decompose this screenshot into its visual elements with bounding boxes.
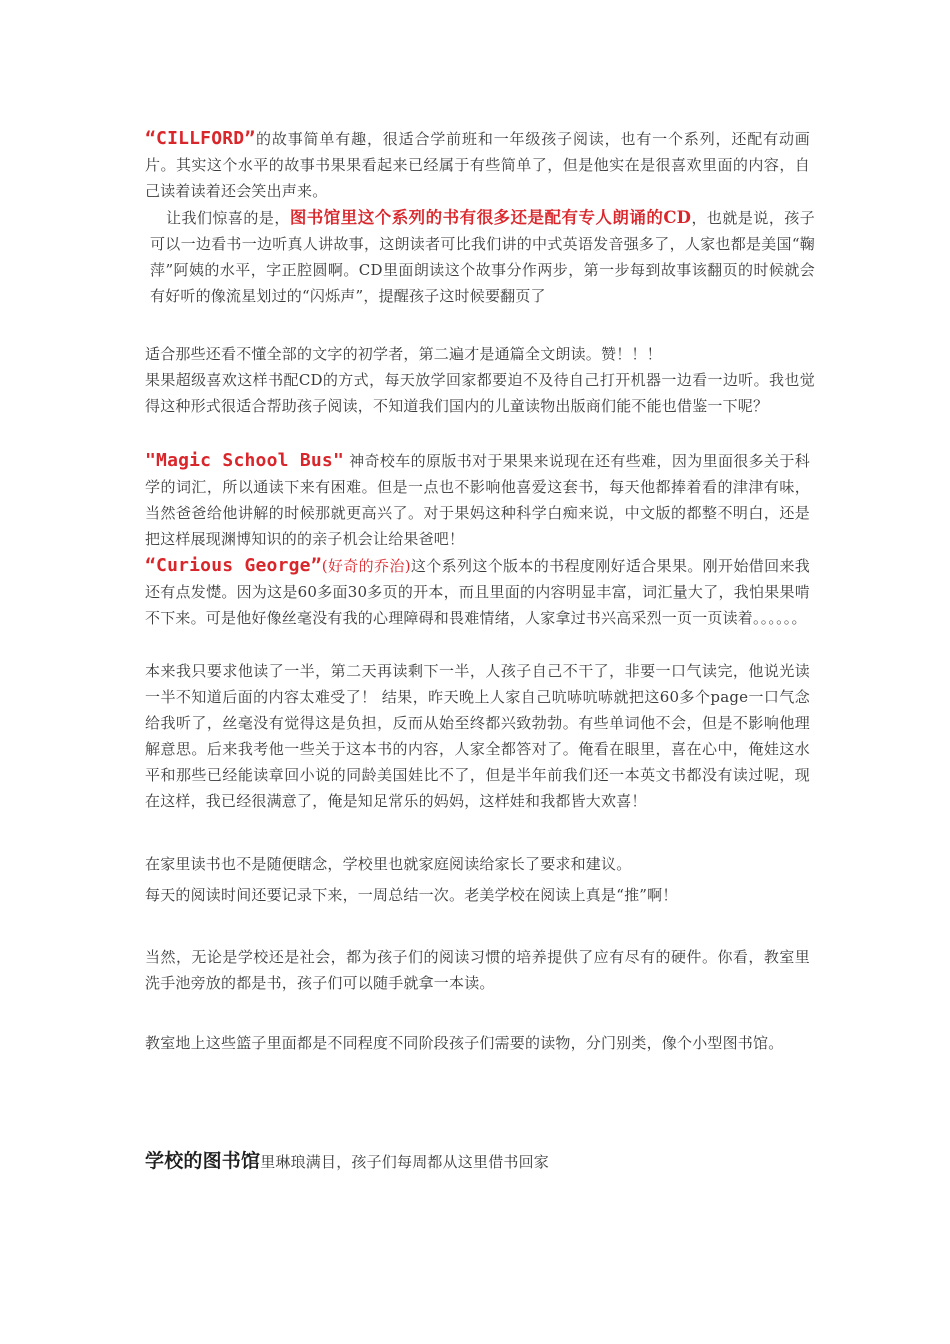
paragraph-cd-method xyxy=(145,367,815,419)
home-reading-text: 在家里读书也不是随便瞎念，学校里也就家庭阅读给家长了要求和建议。 xyxy=(145,855,632,873)
classroom-books-text: 当然，无论是学校还是社会，都为孩子们的阅读习惯的培养提供了应有尽有的硬件。你看，教室里洗手池旁放的都是书，孩子们可以随手就拿一本读。 xyxy=(145,948,810,992)
paragraph-classroom-books xyxy=(145,944,810,996)
library-cd-text: ，也就是说，孩子可以一边看书一边听真人讲故事，这朗读者可比我们讲的中式英语发音强多了，人家也都是美国“鞠萍”阿姨的水平，字正腔圆啊。CD里面朗读这个故事分作两步，第一步每到故事该翻页的时候就会有好听的像流星划过的“闪烁声”，提醒孩子这时候要翻页了 xyxy=(150,209,815,305)
clifford-title: “CILLFORD” xyxy=(145,128,256,149)
clifford-text: 的故事简单有趣，很适合学前班和一年级孩子阅读，也有一个系列，还配有动画片。其实这个水平的故事书果果看起来已经属于有些简单了，但是他实在是很喜欢里面的内容，自己读着读着还会笑出声来。 xyxy=(145,130,810,200)
curious-george-title: “Curious George” xyxy=(145,555,322,576)
curious-george-text: 这个系列这个版本的书程度刚好适合果果。刚开始借回来我还有点发憷。因为这是60多面30多页的开本，而且里面的内容明显丰富，词汇量大了，我怕果果啃不下来。可是他好像丝毫没有我的心理障碍和畏难情绪，人家拿过书兴高采烈一页一页读着。。。。。。 xyxy=(145,557,810,627)
cd-method-text: 果果超级喜欢这样书配CD的方式，每天放学回家都要迫不及待自己打开机器一边看一边听。我也觉得这种形式很适合帮助孩子阅读，不知道我们国内的儿童读物出版商们能不能也借鉴一下呢？ xyxy=(145,371,815,415)
baskets-text: 教室地上这些篮子里面都是不同程度不同阶段孩子们需要的读物，分门别类，像个小型图书馆。 xyxy=(145,1034,784,1052)
beginners-text: 适合那些还看不懂全部的文字的初学者，第二遍才是通篇全文朗读。赞！！！ xyxy=(145,345,662,363)
finished-reading-text: 本来我只要求他读了一半，第二天再读剩下一半，人孩子自己不干了，非要一口气读完，他说光读一半不知道后面的内容太难受了！ 结果，昨天晚上人家自己吭哧吭哧就把这60多个page一口气念给我听了，丝毫没有觉得这是负担，反而从始至终都兴致勃勃。有些单词他不会，但是不影响他理解意思。后来我考他一些关于这本书的内容，人家全都答对了。俺看在眼里，喜在心中，俺娃这水平和那些已经能读章回小说的同龄美国娃比不了，但是半年前我们还一本英文书都没有读过呢，现在这样，我已经很满意了，俺是知足常乐的妈妈，这样娃和我都皆大欢喜！ xyxy=(145,662,810,810)
curious-george-subtitle: (好奇的乔治) xyxy=(321,557,411,575)
paragraph-clifford xyxy=(145,126,810,204)
paragraph-school-library xyxy=(145,1148,810,1175)
paragraph-beginners xyxy=(145,341,810,367)
paragraph-home-reading xyxy=(145,851,810,877)
paragraph-reading-log xyxy=(145,882,810,908)
paragraph-library-cd xyxy=(145,205,815,309)
school-library-text: 里琳琅满目，孩子们每周都从这里借书回家 xyxy=(260,1153,550,1171)
magic-school-bus-title: "Magic School Bus" xyxy=(145,450,344,471)
school-library-heading: 学校的图书馆 xyxy=(145,1150,261,1172)
library-cd-highlight: 图书馆里这个系列的书有很多还是配有专人朗诵的CD xyxy=(289,208,692,227)
paragraph-finished-reading xyxy=(145,658,810,814)
magic-school-bus-text: 神奇校车的原版书对于果果来说现在还有些难，因为里面很多关于科学的词汇，所以通读下来有困难。但是一点也不影响他喜爱这套书，每天他都捧着看的津津有味，当然爸爸给他讲解的时候那就更高兴了。对于果妈这种科学白痴来说，中文版的都整不明白，还是把这样展现渊博知识的的亲子机会让给果爸吧！ xyxy=(145,452,810,548)
paragraph-baskets xyxy=(145,1030,810,1056)
library-cd-prefix: 让我们惊喜的是， xyxy=(166,209,290,227)
paragraph-magic-school-bus xyxy=(145,448,810,552)
paragraph-curious-george xyxy=(145,553,810,631)
reading-log-text: 每天的阅读时间还要记录下来，一周总结一次。老美学校在阅读上真是“推”啊！ xyxy=(145,886,678,904)
